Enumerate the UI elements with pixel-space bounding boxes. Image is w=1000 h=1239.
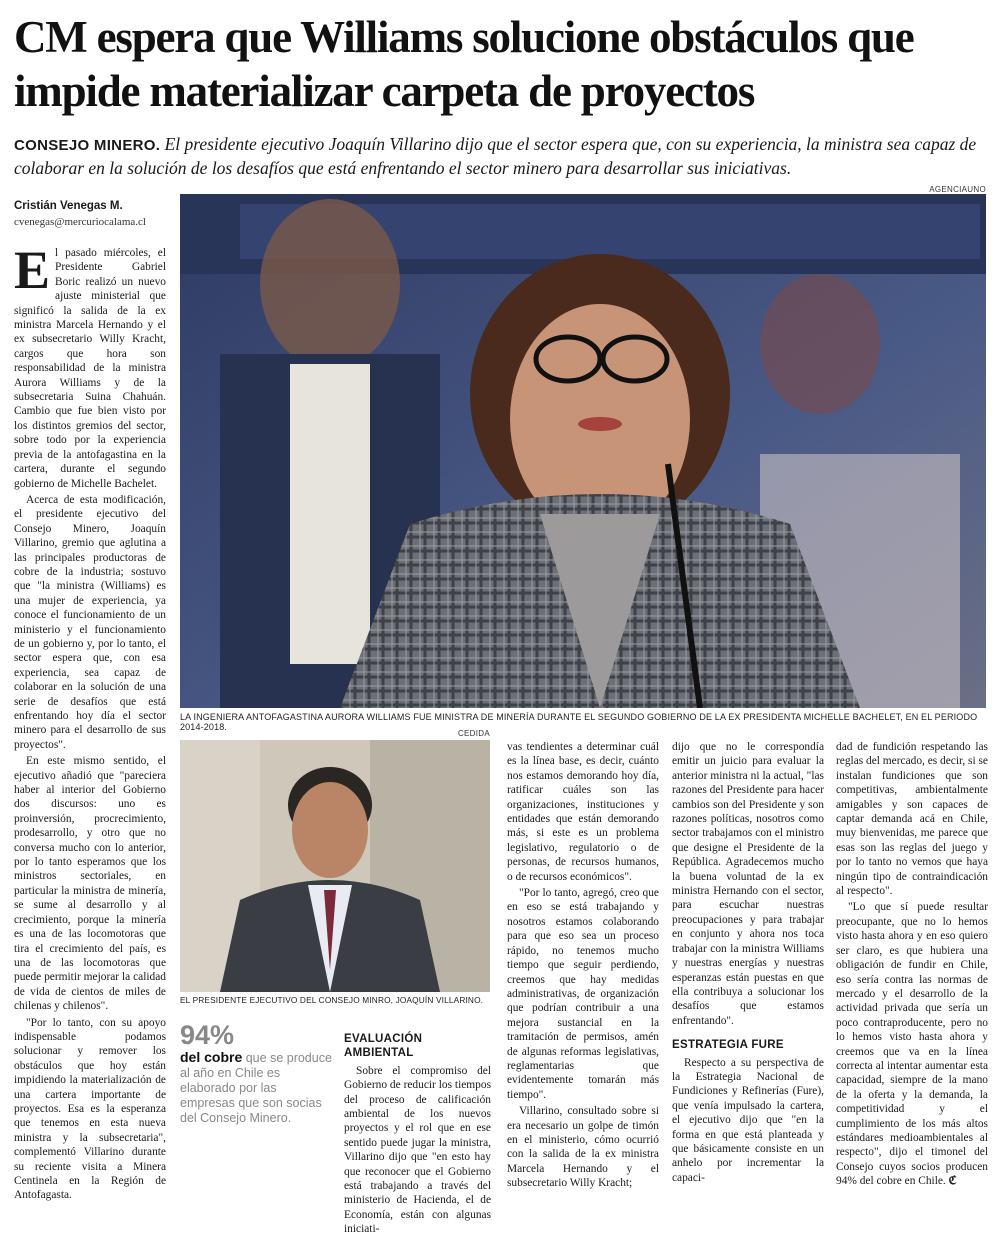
main-photo-caption: LA INGENIERA ANTOFAGASTINA AURORA WILLIAMS FUE MINISTRA DE MINERÍA DURANTE EL SEGUNDO GOBIERNO DE LA EX PRESIDENTA MICHELLE BACHELET, EN EL PERIODO 2014-2018. [180, 712, 978, 732]
portrait-caption: EL PRESIDENTE EJECUTIVO DEL CONSEJO MINRO, JOAQUÍN VILLARINO. [180, 995, 484, 1005]
deck-lead: El presidente ejecutivo Joaquín Villarino dijo que el sector espera que, con su experiencia, la ministra sea capaz de colaborar en la solución de los desafíos que está enfrentando el sector minero para desarrollar sus iniciativas. [14, 134, 977, 178]
col1-paragraph-4: "Por lo tanto, con su apoyo indispensable podamos solucionar y remover los obstáculos que hoy están impidiendo la materialización de una cartera importante de proyectos. Esa es la esperanza que tenemos en esta nueva ministra y la subsecretaria", complementó Villarino durante su reciente visita a Minera Centinela en la Región de Antofagasta. [14, 1016, 166, 1202]
main-photo [180, 194, 986, 708]
col1-paragraph-2: Acerca de esta modificación, el presidente ejecutivo del Consejo Minero, Joaquín Villarino, gremio que aglutina a las principales productoras de cobre de la industria; sostuvo que "la ministra (Williams) es una mujer de experiencia, ya conoce el funcionamiento de un ministerio y el funcionamiento de un gobierno y, por lo tanto, el sector espera que, con esa experiencia, sea capaz de colaborar en la solución de una serie de desafíos que está enfrentando hoy día el sector minero para el desarrollo de sus proyectos". [14, 493, 166, 751]
main-photo-credit: AGENCIAUNO [929, 185, 986, 194]
end-mark-icon: ℭ [948, 1175, 957, 1188]
dropcap: E [14, 240, 51, 300]
col5-paragraph-1: dad de fundición respetando las reglas del mercado, es decir, si se instalan fundiciones que son competitivas, ambientalmente amigables y son capaces de captar demanda acá en Chile, muy bienvenidas, me parece que esas son las reglas del juego y por lo tanto no vemos que haya ningún tipo de contraindicación al respecto". [836, 741, 988, 898]
col4-paragraph-1: dijo que no le correspondía emitir un juicio para evaluar la anterior ministra ni la actual, "las razones del Presidente para hacer cambios son del Presidente y son razones políticas, nosotros como sector trabajamos con el ministro que designe el Presidente de la República. Agradecemos mucho la buena voluntad de la ex ministra Hernando con el sector, para escuchar nuestras preocupaciones y para trabajar en conjunto y ahora nos toca trabajar con la ministra Williams y nuestras energías y nuestras esperanzas están puestas en que ella contribuya a solucionar los desafíos que estamos enfrentando". [672, 741, 824, 1027]
subhead-estrategia: ESTRATEGIA FURE [672, 1039, 784, 1052]
portrait-credit: CEDIDA [457, 729, 490, 738]
byline-email[interactable]: cvenegas@mercuriocalama.cl [14, 216, 146, 228]
col3-paragraph-3: Villarino, consultado sobre si era necesario un golpe de timón en el ministerio, cómo ocurrió con la salida de la ex ministra Marcela Hernando y el subsecretario Willy Kracht; [507, 1105, 659, 1190]
subhead-evaluacion: EVALUACIÓN AMBIENTAL [344, 1033, 423, 1060]
byline [14, 198, 174, 230]
col3-paragraph-1: vas tendientes a determinar cuál es la línea base, es decir, cuánto nos estamos demorando hoy día, ratificar cuáles son las organizaciones, instituciones y entidades que están demorando más, si este es un problema legislativo, regulatorio o de personas, de recursos humanos, o de recursos económicos". [507, 741, 659, 883]
col1-paragraph-1: l pasado miércoles, el Presidente Gabriel Boric realizó un nuevo ajuste ministerial que significó la salida de la ex ministra Marcela Hernando y el ex subsecretario Willy Kracht, cargos que hora son responsabilidad de la ministra Aurora Williams y de la subsecretaria Suina Chahuán. Cambio que fue bien visto por los distintos gremios del sector, sobre todo por la experiencia previa de la antofagastina en la cartera, durante el segundo gobierno de Michelle Bachelet. [14, 247, 166, 490]
byline-author: Cristián Venegas M. [14, 200, 123, 212]
col5-paragraph-2: "Lo que sí puede resultar preocupante, que no lo hemos visto hasta ahora y en eso quiero ser claro, es que hubiera una obligación de fundir en Chile, eso sería contra las normas de mercado y el desarrollo de la actividad privada que sería un poco contraproducente, pero no lo hemos visto hasta ahora y creemos que va en la línea correcta al intentar aumentar esta capacidad, siempre de la mano de la oferta y la demanda, la competitividad y el cumplimiento de los más altos estándares medioambientales al respecto", dijo el timonel del Consejo cuyos socios producen 94% del cobre en Chile. ℭ [836, 901, 988, 1188]
stat-box [180, 1020, 332, 1126]
col1-paragraph-3: En este mismo sentido, el ejecutivo añadió que "pareciera haber al interior del Gobierno dos discursos: uno es proinversión, procrecimiento, prodesarrollo, y otro que no conversa mucho con lo anterior, por lo tanto esperamos que los ministros sectoriales, en particular la ministra de minería, se sume al desarrollo y al crecimiento, porque la minería es una de las locomotoras que tira el crecimiento del país, es una de las locomotoras que puede permitir mejorar la calidad de vida de cientos de miles de chilenas y chilenos". [14, 755, 166, 1013]
column-5 [836, 740, 988, 1191]
headline: CM espera que Williams solucione obstáculos que impide materializar carpeta de proyectos [14, 12, 914, 116]
main-photo-illustration [180, 194, 986, 708]
deck-kicker: CONSEJO MINERO. [14, 137, 161, 154]
stat-description [180, 1050, 332, 1126]
portrait-photo [180, 740, 490, 992]
column-4 [672, 740, 824, 1187]
column-1 [14, 240, 166, 1205]
stat-highlight: del cobre [180, 1049, 243, 1065]
col2-paragraph-1: Sobre el compromiso del Gobierno de reducir los tiempos del proceso de calificación ambiental de los nuevos proyectos y el rol que en ese sentido puede jugar la ministra, Villarino dijo que "en esto hay que reconocer que el Gobierno está trabajando a través del ministerio de Hacienda, el de Economía, están con algunas iniciati- [344, 1064, 491, 1236]
col3-paragraph-2: "Por lo tanto, agregó, creo que en eso se está trabajando y nosotros estamos colaborando para que eso sea un proceso rápido, no tenemos mucho tiempo que seguir perdiendo, creemos que hay medidas administrativas, de organización que podrían contribuir a una mejora sustancial en la tramitación de permisos, amén de algunas reformas legislativas, reglamentarias que evidentemente tomarán más tiempo". [507, 887, 659, 1101]
column-3 [507, 740, 659, 1193]
column-2 [344, 1028, 491, 1239]
col4-paragraph-2: Respecto a su perspectiva de la Estrategia Nacional de Fundiciones y Refinerías (Fure), que venía impulsado la cartera, el ejecutivo dijo que "en la forma en que está planteada y que básicamente consiste en un anhelo por incrementar la capaci- [672, 1056, 824, 1184]
stat-text: que se produce al año en Chile es elaborado por las empresas que son socias del Consejo Minero. [180, 1051, 332, 1125]
deck [14, 133, 989, 180]
portrait-illustration [180, 740, 490, 992]
stat-number: 94% [180, 1020, 235, 1050]
